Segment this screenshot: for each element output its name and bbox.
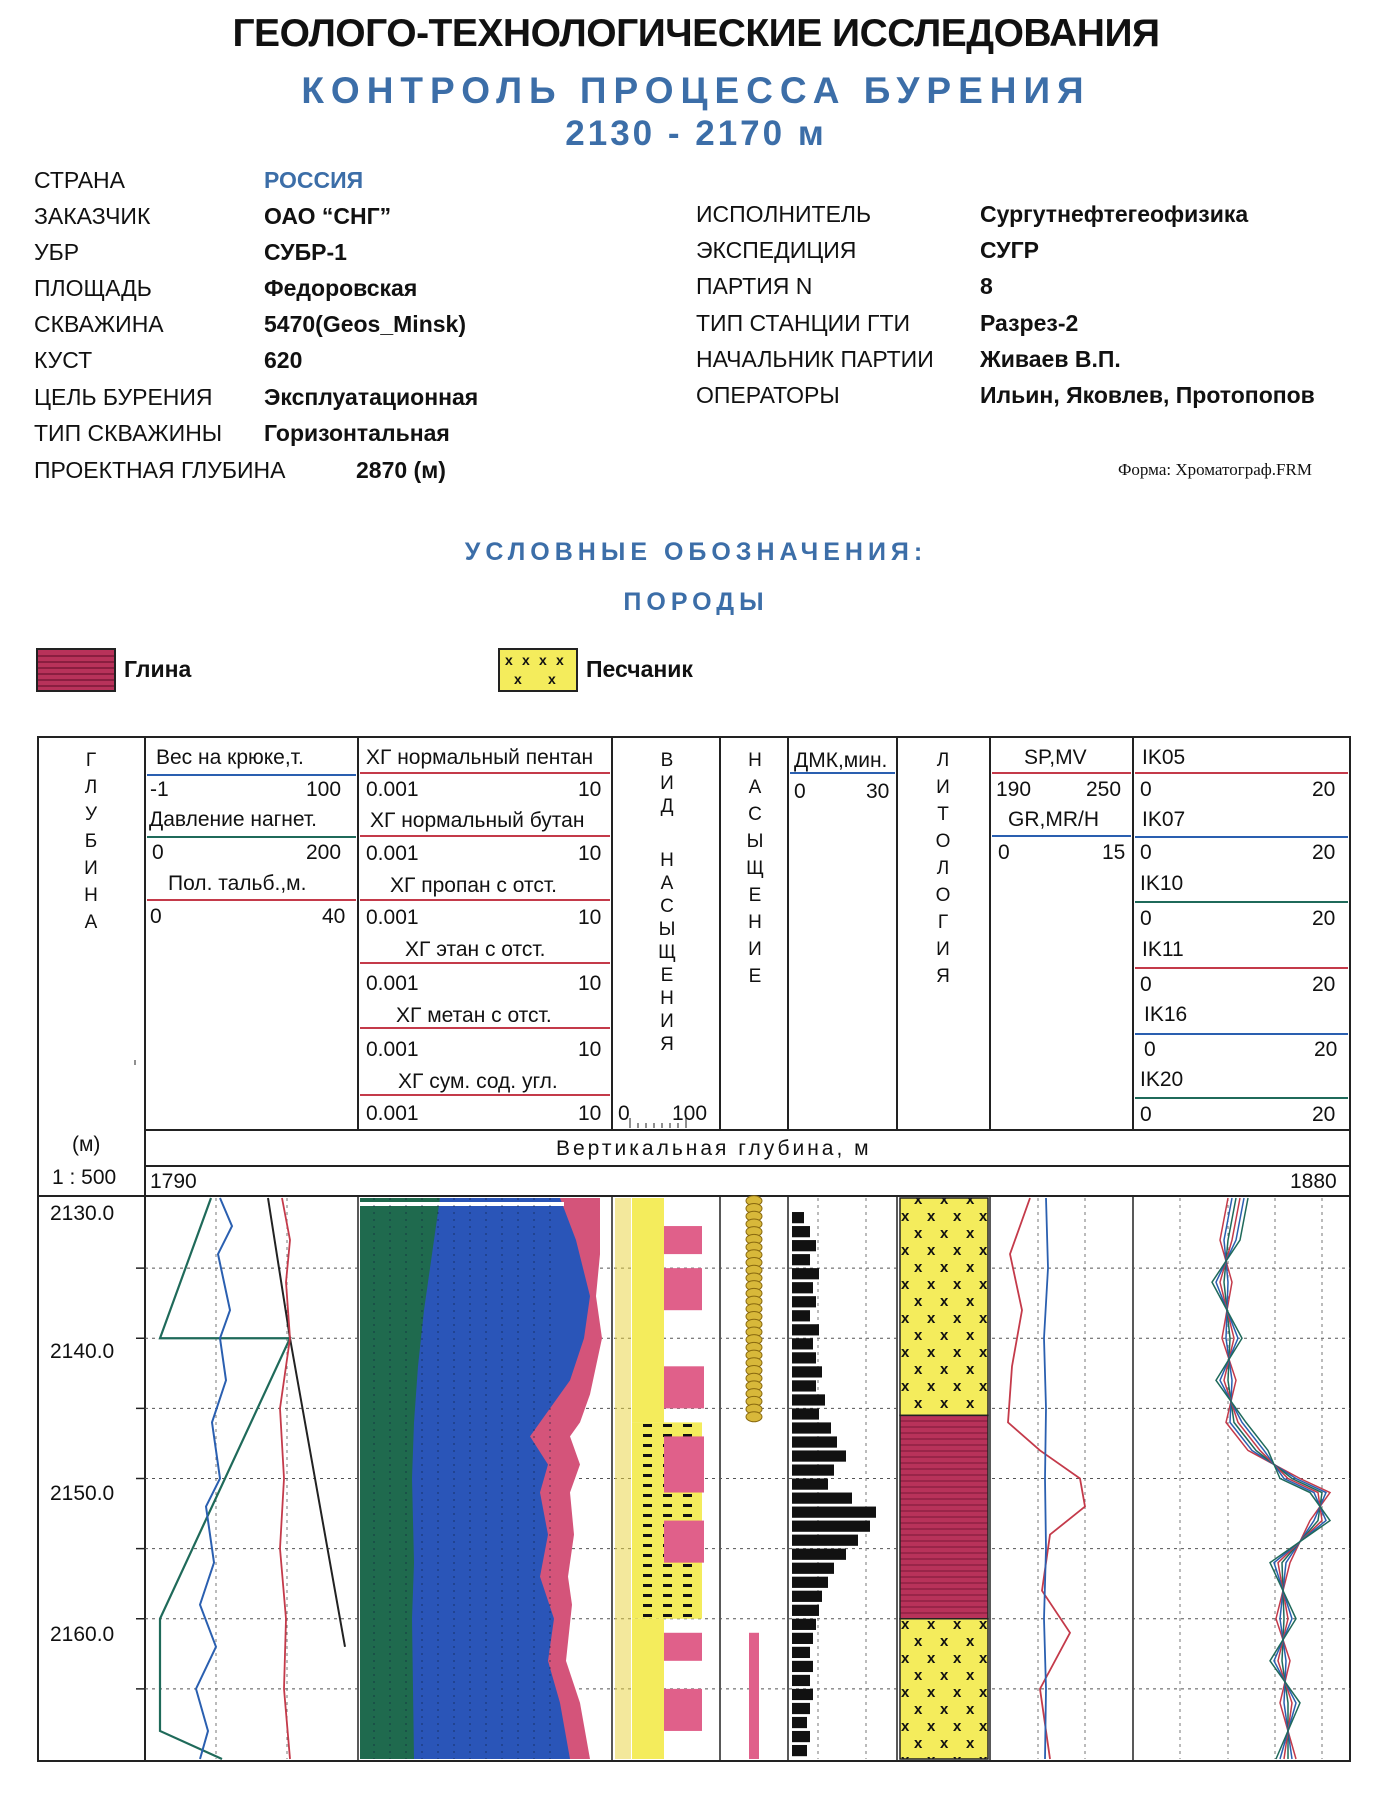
rop-bar: [792, 1254, 810, 1265]
track2-max: 10: [578, 972, 602, 995]
info-label: КУСТ: [34, 347, 93, 373]
legend-label-sandstone: Песчаник: [586, 656, 693, 682]
track8-curve-name: IK20: [1140, 1068, 1184, 1091]
svg-text:x: x: [548, 671, 556, 687]
header-letter: Б: [84, 831, 98, 852]
legend-heading: УСЛОВНЫЕ ОБОЗНАЧЕНИЯ:: [464, 538, 928, 566]
legend-label-clay: Глина: [124, 656, 192, 682]
info-value: Сургутнефтегеофизика: [980, 201, 1249, 227]
info-value: 5470(Geos_Minsk): [264, 311, 466, 337]
page-subtitle: КОНТРОЛЬ ПРОЦЕССА БУРЕНИЯ: [301, 70, 1091, 111]
track1-curve-name: Вес на крюке,т.: [156, 746, 304, 769]
header-letter: Г: [937, 912, 949, 933]
track2-max: 10: [578, 842, 602, 865]
saturation-water-mark: [664, 1436, 704, 1492]
header-letter: Н: [660, 850, 674, 871]
saturation-oil-zone: [632, 1619, 664, 1759]
info-label: ИСПОЛНИТЕЛЬ: [696, 201, 872, 227]
info-label: УБР: [34, 239, 80, 265]
info-label: ЗАКАЗЧИК: [34, 203, 151, 229]
rop-bar: [792, 1394, 825, 1405]
track1-min: -1: [150, 778, 169, 801]
track8-min: 0: [1140, 778, 1152, 801]
rop-bar: [792, 1493, 852, 1504]
rop-bar: [792, 1549, 846, 1560]
svg-text:x: x: [539, 652, 547, 668]
rop-bar: [792, 1226, 810, 1237]
saturation-water-mark: [664, 1226, 702, 1254]
track8-min: 0: [1144, 1038, 1156, 1061]
header-letter: Е: [748, 885, 762, 906]
track2-min: 0.001: [366, 778, 419, 801]
header-letter: В: [660, 750, 674, 771]
info-value: РОССИЯ: [264, 167, 364, 193]
track8-max: 20: [1314, 1038, 1338, 1061]
rop-bar: [792, 1689, 813, 1700]
track8-max: 20: [1312, 907, 1336, 930]
info-label: НАЧАЛЬНИК ПАРТИИ: [696, 346, 934, 372]
rop-bar: [792, 1703, 810, 1714]
header-letter: Н: [748, 912, 762, 933]
saturation-bead: [746, 1412, 762, 1422]
rop-bar: [792, 1521, 870, 1532]
rop-bar: [792, 1619, 816, 1630]
rop-bar: [792, 1422, 831, 1433]
header-letter: И: [84, 858, 98, 879]
track2-curve-name: ХГ пропан с отст.: [390, 874, 557, 897]
depth-scale: 1 : 500: [52, 1166, 117, 1189]
svg-text:x: x: [514, 671, 522, 687]
info-value: Живаев В.П.: [980, 346, 1121, 372]
lithology-sandstone: [900, 1198, 988, 1415]
track2-max: 10: [578, 778, 602, 801]
saturation-water-mark: [664, 1521, 704, 1563]
vertical-depth-label: Вертикальная глубина, м: [556, 1137, 872, 1160]
header-letter: Н: [84, 885, 98, 906]
track7-curve-name: GR,MR/H: [1008, 808, 1099, 831]
track1-max: 200: [306, 841, 342, 864]
track1-min: 0: [152, 841, 164, 864]
rop-bar: [792, 1240, 816, 1251]
rop-bar: [792, 1535, 858, 1546]
rop-bar: [792, 1647, 810, 1658]
track2-max: 10: [578, 906, 602, 929]
info-label: ТИП СКВАЖИНЫ: [34, 420, 223, 446]
track8-max: 20: [1312, 973, 1336, 996]
header-letter: У: [84, 804, 98, 825]
header-letter: Щ: [658, 942, 676, 963]
header-letter: Н: [748, 750, 762, 771]
track3-min: 0: [618, 1102, 630, 1125]
induction-curve: [1212, 1198, 1330, 1759]
saturation-oil-zone: [632, 1198, 664, 1422]
svg-text:x: x: [505, 652, 513, 668]
saturation-water-mark: [664, 1366, 704, 1408]
rop-bar: [792, 1212, 804, 1223]
info-label: ОПЕРАТОРЫ: [696, 382, 840, 408]
track7-max: 250: [1086, 778, 1122, 801]
rop-bar: [792, 1436, 837, 1447]
rop-bar: [792, 1591, 822, 1602]
info-value: СУГР: [980, 237, 1039, 263]
depth-tick: 2150.0: [50, 1482, 115, 1505]
track8-curve-name: IK11: [1142, 938, 1184, 961]
info-label: СТРАНА: [34, 167, 125, 193]
saturation-strip: [615, 1198, 631, 1759]
track2-min: 0.001: [366, 906, 419, 929]
header-letter: Ы: [658, 919, 676, 940]
lithology-sandstone: [900, 1619, 988, 1759]
info-value: 620: [264, 347, 303, 373]
track2-min: 0.001: [366, 842, 419, 865]
track5-curve-name: ДМК,мин.: [794, 749, 888, 772]
info-label: ПАРТИЯ N: [696, 273, 813, 299]
depth-tick: 2160.0: [50, 1623, 115, 1646]
rop-bar: [792, 1352, 816, 1363]
info-label: ЭКСПЕДИЦИЯ: [696, 237, 857, 263]
header-letter: Ы: [746, 831, 764, 852]
rop-bar: [792, 1324, 819, 1335]
rop-bar: [792, 1633, 813, 1644]
rop-bar: [792, 1366, 822, 1377]
rop-bar: [792, 1661, 813, 1672]
rop-bar: [792, 1605, 819, 1616]
depth-tick: 2140.0: [50, 1340, 115, 1363]
page-title: ГЕОЛОГО-ТЕХНОЛОГИЧЕСКИЕ ИССЛЕДОВАНИЯ: [232, 12, 1160, 55]
legend-subheading: ПОРОДЫ: [623, 588, 769, 616]
header-letter: И: [660, 1011, 674, 1032]
induction-curve: [1220, 1198, 1322, 1759]
header-letter: Е: [660, 965, 674, 986]
rop-bar: [792, 1380, 816, 1391]
track2-max: 10: [578, 1038, 602, 1061]
track8-min: 0: [1140, 841, 1152, 864]
track2-min: 0.001: [366, 1102, 419, 1125]
vertical-depth-max: 1880: [1290, 1170, 1337, 1193]
rop-bar: [792, 1731, 810, 1742]
rop-bar: [792, 1745, 807, 1756]
track1-curve-name: Давление нагнет.: [149, 808, 317, 831]
track7-min: 190: [996, 778, 1032, 801]
track5-min: 0: [794, 780, 806, 803]
info-label: ЦЕЛЬ БУРЕНИЯ: [34, 384, 213, 410]
info-value: Федоровская: [264, 275, 418, 301]
header-letter: И: [936, 939, 950, 960]
track8-curve-name: IK10: [1140, 872, 1184, 895]
track8-curve-name: IK16: [1144, 1003, 1188, 1026]
track2-curve-name: ХГ сум. сод. угл.: [398, 1070, 558, 1093]
header-letter: Л: [936, 750, 950, 771]
header-letter: А: [660, 873, 674, 894]
track2-min: 0.001: [366, 1038, 419, 1061]
header-letter: С: [748, 804, 762, 825]
vertical-depth-min: 1790: [150, 1170, 197, 1193]
header-letter: Н: [660, 988, 674, 1009]
header-letter: Е: [748, 966, 762, 987]
track1-curve-name: Пол. тальб.,м.: [168, 872, 307, 895]
header-letter: Л: [84, 777, 98, 798]
lithology-clay: [900, 1415, 988, 1618]
track2-curve-name: ХГ этан с отст.: [405, 938, 546, 961]
block-position-curve: [268, 1198, 345, 1647]
header-letter: Щ: [746, 858, 764, 879]
header-letter: Я: [660, 1034, 674, 1055]
saturation-water-mark: [664, 1689, 702, 1731]
saturation-water-mark: [664, 1633, 702, 1661]
track8-curve-name: IK05: [1142, 746, 1186, 769]
track7-curve-name: SP,MV: [1024, 746, 1087, 769]
track1-max: 40: [322, 905, 346, 928]
info-value: ОАО “СНГ”: [264, 203, 392, 229]
rop-bar: [792, 1675, 810, 1686]
track8-max: 20: [1312, 841, 1336, 864]
track1-min: 0: [150, 905, 162, 928]
rop-bar: [792, 1479, 828, 1490]
header-letter: Т: [937, 804, 949, 825]
header-letter: И: [660, 773, 674, 794]
header-letter: А: [84, 912, 98, 933]
info-value: 8: [980, 273, 993, 299]
rop-bar: [792, 1296, 816, 1307]
rop-bar: [792, 1464, 834, 1475]
header-letter: И: [748, 939, 762, 960]
header-letter: О: [935, 885, 951, 906]
depth-interval: 2130 - 2170 м: [565, 114, 827, 153]
track8-max: 20: [1312, 778, 1336, 801]
header-letter: А: [748, 777, 762, 798]
track8-min: 0: [1140, 907, 1152, 930]
track2-min: 0.001: [366, 972, 419, 995]
track8-max: 20: [1312, 1103, 1336, 1126]
info-value: СУБР-1: [264, 239, 347, 265]
track2-curve-name: ХГ нормальный пентан: [366, 746, 594, 769]
track7-min: 0: [998, 841, 1010, 864]
rop-bar: [792, 1563, 834, 1574]
info-value: Ильин, Яковлев, Протопопов: [980, 382, 1315, 408]
info-value: Эксплуатационная: [264, 384, 479, 410]
rop-bar: [792, 1338, 813, 1349]
info-label: ПРОЕКТНАЯ ГЛУБИНА: [34, 457, 286, 483]
track8-min: 0: [1140, 1103, 1152, 1126]
header-letter: О: [935, 831, 951, 852]
info-label: СКВАЖИНА: [34, 311, 164, 337]
track3-max: 100: [672, 1102, 708, 1125]
track8-curve-name: IK07: [1142, 808, 1186, 831]
form-note: Форма: Хроматограф.FRM: [1118, 460, 1312, 479]
saturation-water-mark: [664, 1268, 702, 1310]
header-letter: Г: [85, 750, 97, 771]
depth-tick: 2130.0: [50, 1202, 115, 1225]
depth-units: (м): [72, 1133, 101, 1156]
rop-bar: [792, 1717, 807, 1728]
track1-max: 100: [306, 778, 342, 801]
rop-bar: [792, 1450, 846, 1461]
rop-bar: [792, 1268, 819, 1279]
svg-text:x: x: [522, 652, 530, 668]
info-value: Разрез-2: [980, 310, 1079, 336]
header-letter: Л: [936, 858, 950, 879]
track2-max: 10: [578, 1102, 602, 1125]
gas-top-band: [360, 1202, 564, 1206]
header-letter: С: [660, 896, 674, 917]
rop-bar: [792, 1310, 810, 1321]
track2-curve-name: ХГ метан с отст.: [396, 1004, 552, 1027]
track8-min: 0: [1140, 973, 1152, 996]
svg-text:x: x: [556, 652, 564, 668]
info-value: 2870 (м): [356, 457, 446, 483]
rop-bar: [792, 1577, 828, 1588]
rop-bar: [792, 1282, 813, 1293]
track5-max: 30: [866, 780, 890, 803]
rop-bar: [792, 1507, 876, 1518]
track2-curve-name: ХГ нормальный бутан: [370, 809, 585, 832]
header-letter: И: [936, 777, 950, 798]
info-label: ТИП СТАНЦИИ ГТИ: [696, 310, 911, 336]
saturation-water-bar: [749, 1633, 759, 1759]
header-letter: Д: [660, 796, 674, 817]
rop-bar: [792, 1408, 819, 1419]
header-letter: Я: [936, 966, 950, 987]
info-label: ПЛОЩАДЬ: [34, 275, 152, 301]
track7-max: 15: [1102, 841, 1126, 864]
info-value: Горизонтальная: [264, 420, 450, 446]
